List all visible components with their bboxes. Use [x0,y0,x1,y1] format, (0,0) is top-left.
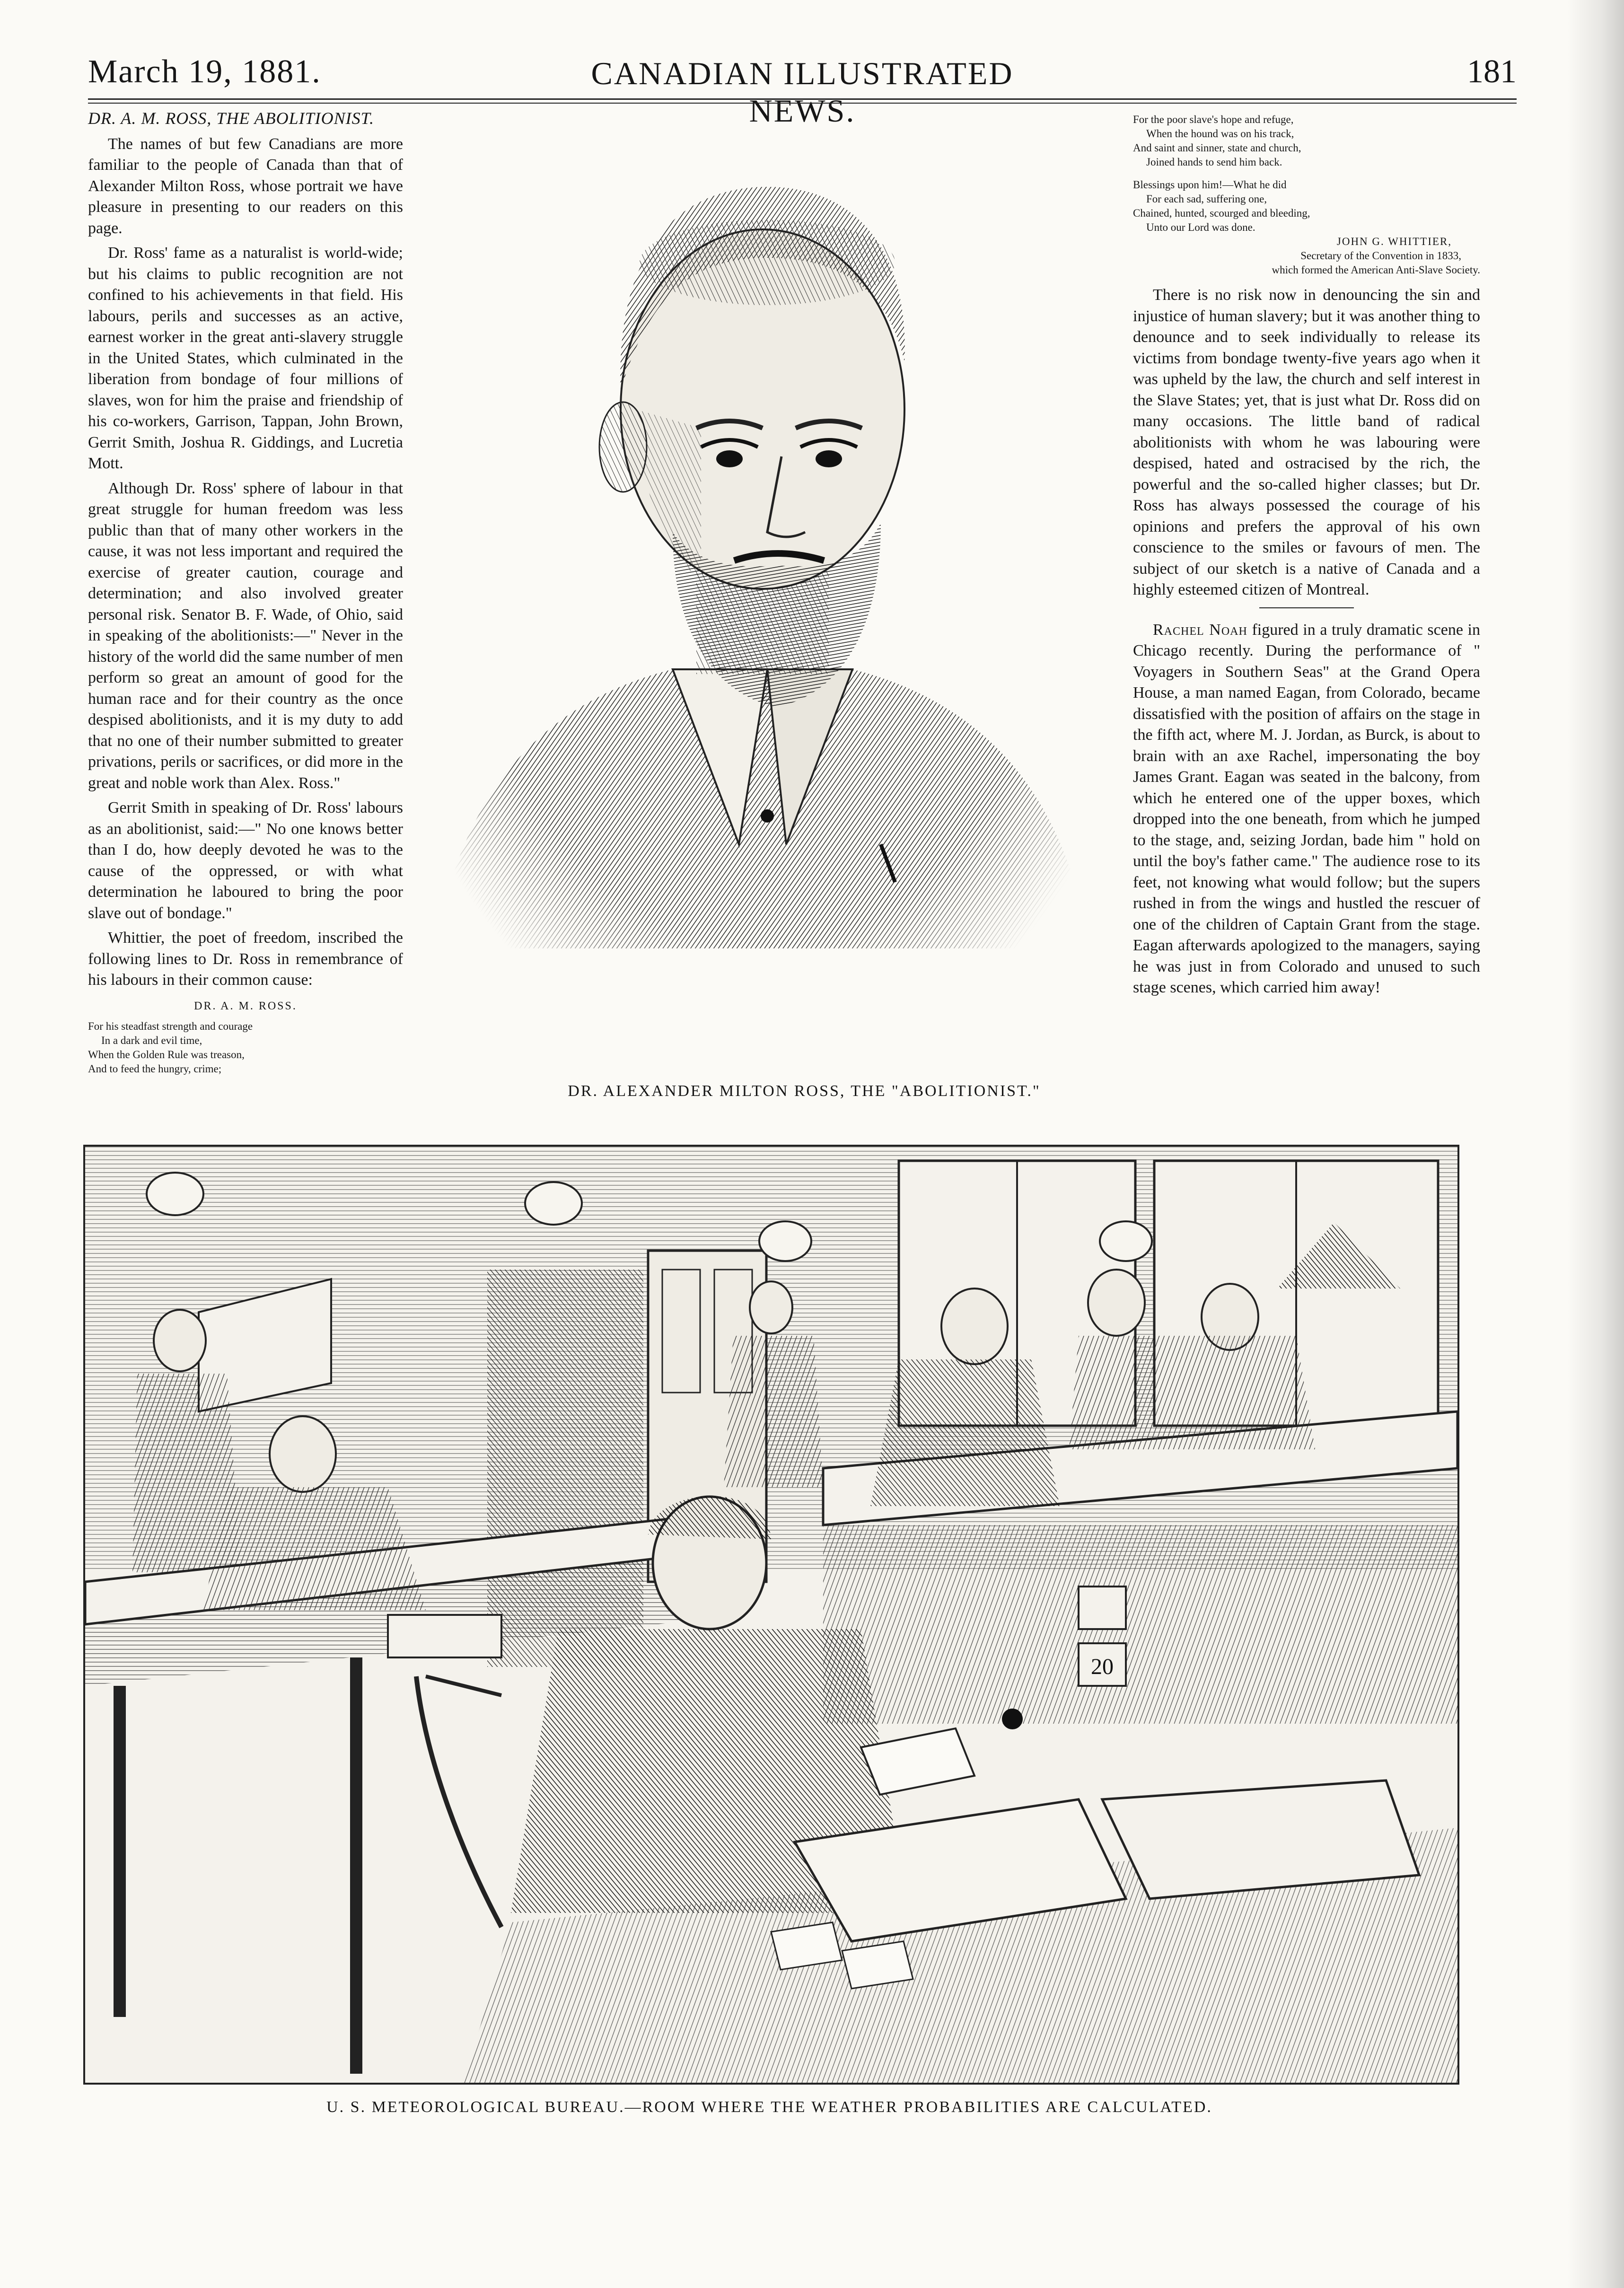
poem-signature: JOHN G. WHITTIER, [1336,236,1452,247]
left-paragraph-3: Although Dr. Ross' sphere of labour in that great struggle for human freedom was less public than that of many other workers in the cause, it was not less important and required the exercise of greater caution, courage and determination; and also involved greater personal risk. Senator B. F. Wade, of Ohio, said in speaking of the abolitionists:—" Never in the history of the world did the same number of men perform so great an amount of good for the human race and for their country as the once despised abolitionists, and it is my duty to add that no one of their number submitted to greater privations, perils or sacrifices, or did more in the great and noble work than Alex. Ross." [88,479,403,792]
signature-note: which formed the American Anti-Slave Society. [1272,264,1480,276]
paragraph-lead: Rachel Noah [1153,621,1247,639]
poem-line: For the poor slave's hope and refuge, [1133,114,1294,125]
poem-line: And saint and sinner, state and church, [1133,142,1301,154]
engraving-illustration [85,1147,1457,2083]
stanza-gap [1133,169,1480,178]
poem-line: And to feed the hungry, crime; [88,1063,222,1075]
poem-line: Chained, hunted, scourged and bleeding, [1133,207,1310,219]
left-paragraph-5: Whittier, the poet of freedom, inscribed the following lines to Dr. Ross in remembrance of his labours in their common cause: [88,929,403,989]
issue-date: March 19, 1881. [88,53,321,90]
poem-line: Blessings upon him!—What he did [1133,179,1287,191]
signature-title: Secretary of the Convention in 1833, [1300,250,1461,262]
left-paragraph-4: Gerrit Smith in speaking of Dr. Ross' labours as an abolitionist, said:—" No one knows better than I do, how deeply devoted he was to the cause of the oppressed, or with what determination he laboured to bring the poor slave out of bondage." [88,799,403,922]
poem-part-2 [1133,113,1480,277]
poem-line: For each sad, suffering one, [1146,193,1267,205]
paragraph-body: figured in a truly dramatic scene in Chicago recently. During the performance of " Voyagers in Southern Seas" at the Grand Opera House, a man named Eagan, from Colorado, became dissatisfied with the position of affairs on the stage in the fifth act, where M. J. Jordan, as Burck, is about to brain with an axe Rachel, impersonating the boy James Grant. Eagan was seated in the balcony, from which he entered one of the upper boxes, which dropped into the one beneath, from which he jumped to the stage, and, seizing Jordan, bade him " hold on until the boy's father came." The audience rose to its feet, not knowing what would follow; but the supers rushed in from the wings and hustled the rescuer of one of the children of Captain Grant from the stage. Eagan afterwards apologized to the managers, saying he was just in from Colorado and unused to such stage scenes, which carried him away! [1133,621,1480,996]
meteorological-bureau-engraving [83,1145,1459,2085]
paper-title: CANADIAN ILLUSTRATED NEWS. [591,55,1014,129]
poem-line: When the hound was on his track, [1146,128,1294,140]
masthead-rule [88,98,1517,104]
right-paragraph-1: There is no risk now in denouncing the sin and injustice of human slavery; but it was another thing to denounce and to seek individually to release its victims from bondage twenty-five years ago when it was upheld by the law, the church and self interest in the Slave States; yet, that is just what Dr. Ross did on many occasions. The little band of radical abolitionists with whom he was labouring were despised, hated and ostracised by the rich, the powerful and the so-called higher classes; but Dr. Ross has always possessed the courage of his opinions and prefers the approval of his own conscience to the smiles or favours of men. The subject of our sketch is a native of Canada and a highly esteemed citizen of Montreal. [1133,286,1480,598]
poem-line: For his steadfast strength and courage [88,1020,253,1032]
left-paragraph-2: Dr. Ross' fame as a naturalist is world-wide; but his claims to public recognition are not confined to his achievements in that field. His labours, perils and successes as an active, earnest worker in the great anti-slavery struggle in the United States, which culminated in the liberation from bondage of four millions of slaves, won for him the praise and friendship of his co-workers, Garrison, Tappan, John Brown, Gerrit Smith, Joshua R. Giddings, and Lucretia Mott. [88,244,403,472]
portrait-caption: DR. ALEXANDER MILTON ROSS, THE "ABOLITIONIST." [568,1082,1041,1100]
right-paragraph-2 [1133,620,1480,999]
poem-line: Unto our Lord was done. [1146,221,1255,233]
poem-line: When the Golden Rule was treason, [88,1049,245,1061]
poem-line: Joined hands to send him back. [1146,156,1282,168]
right-column [1133,113,1480,1002]
calendar-number: 20 [1091,1654,1114,1679]
article-heading: DR. A. M. ROSS, THE ABOLITIONIST. [88,109,375,128]
portrait-engraving [408,144,1117,1071]
page-number: 181 [1467,53,1517,90]
left-column [88,108,403,1076]
engraving-caption: U. S. METEOROLOGICAL BUREAU.—ROOM WHERE THE WEATHER PROBABILITIES ARE CALCULATED. [326,2098,1212,2116]
article-divider [1259,607,1354,608]
poem-part-1 [88,1019,403,1076]
poem-title: DR. A. M. ROSS. [194,999,297,1012]
left-paragraph-1: The names of but few Canadians are more familiar to the people of Canada than that of Alexander Milton Ross, whose portrait we have pleasure in presenting to our readers on this page. [88,135,403,237]
poem-line: In a dark and evil time, [101,1034,202,1046]
page-edge-shadow [1567,0,1624,2288]
